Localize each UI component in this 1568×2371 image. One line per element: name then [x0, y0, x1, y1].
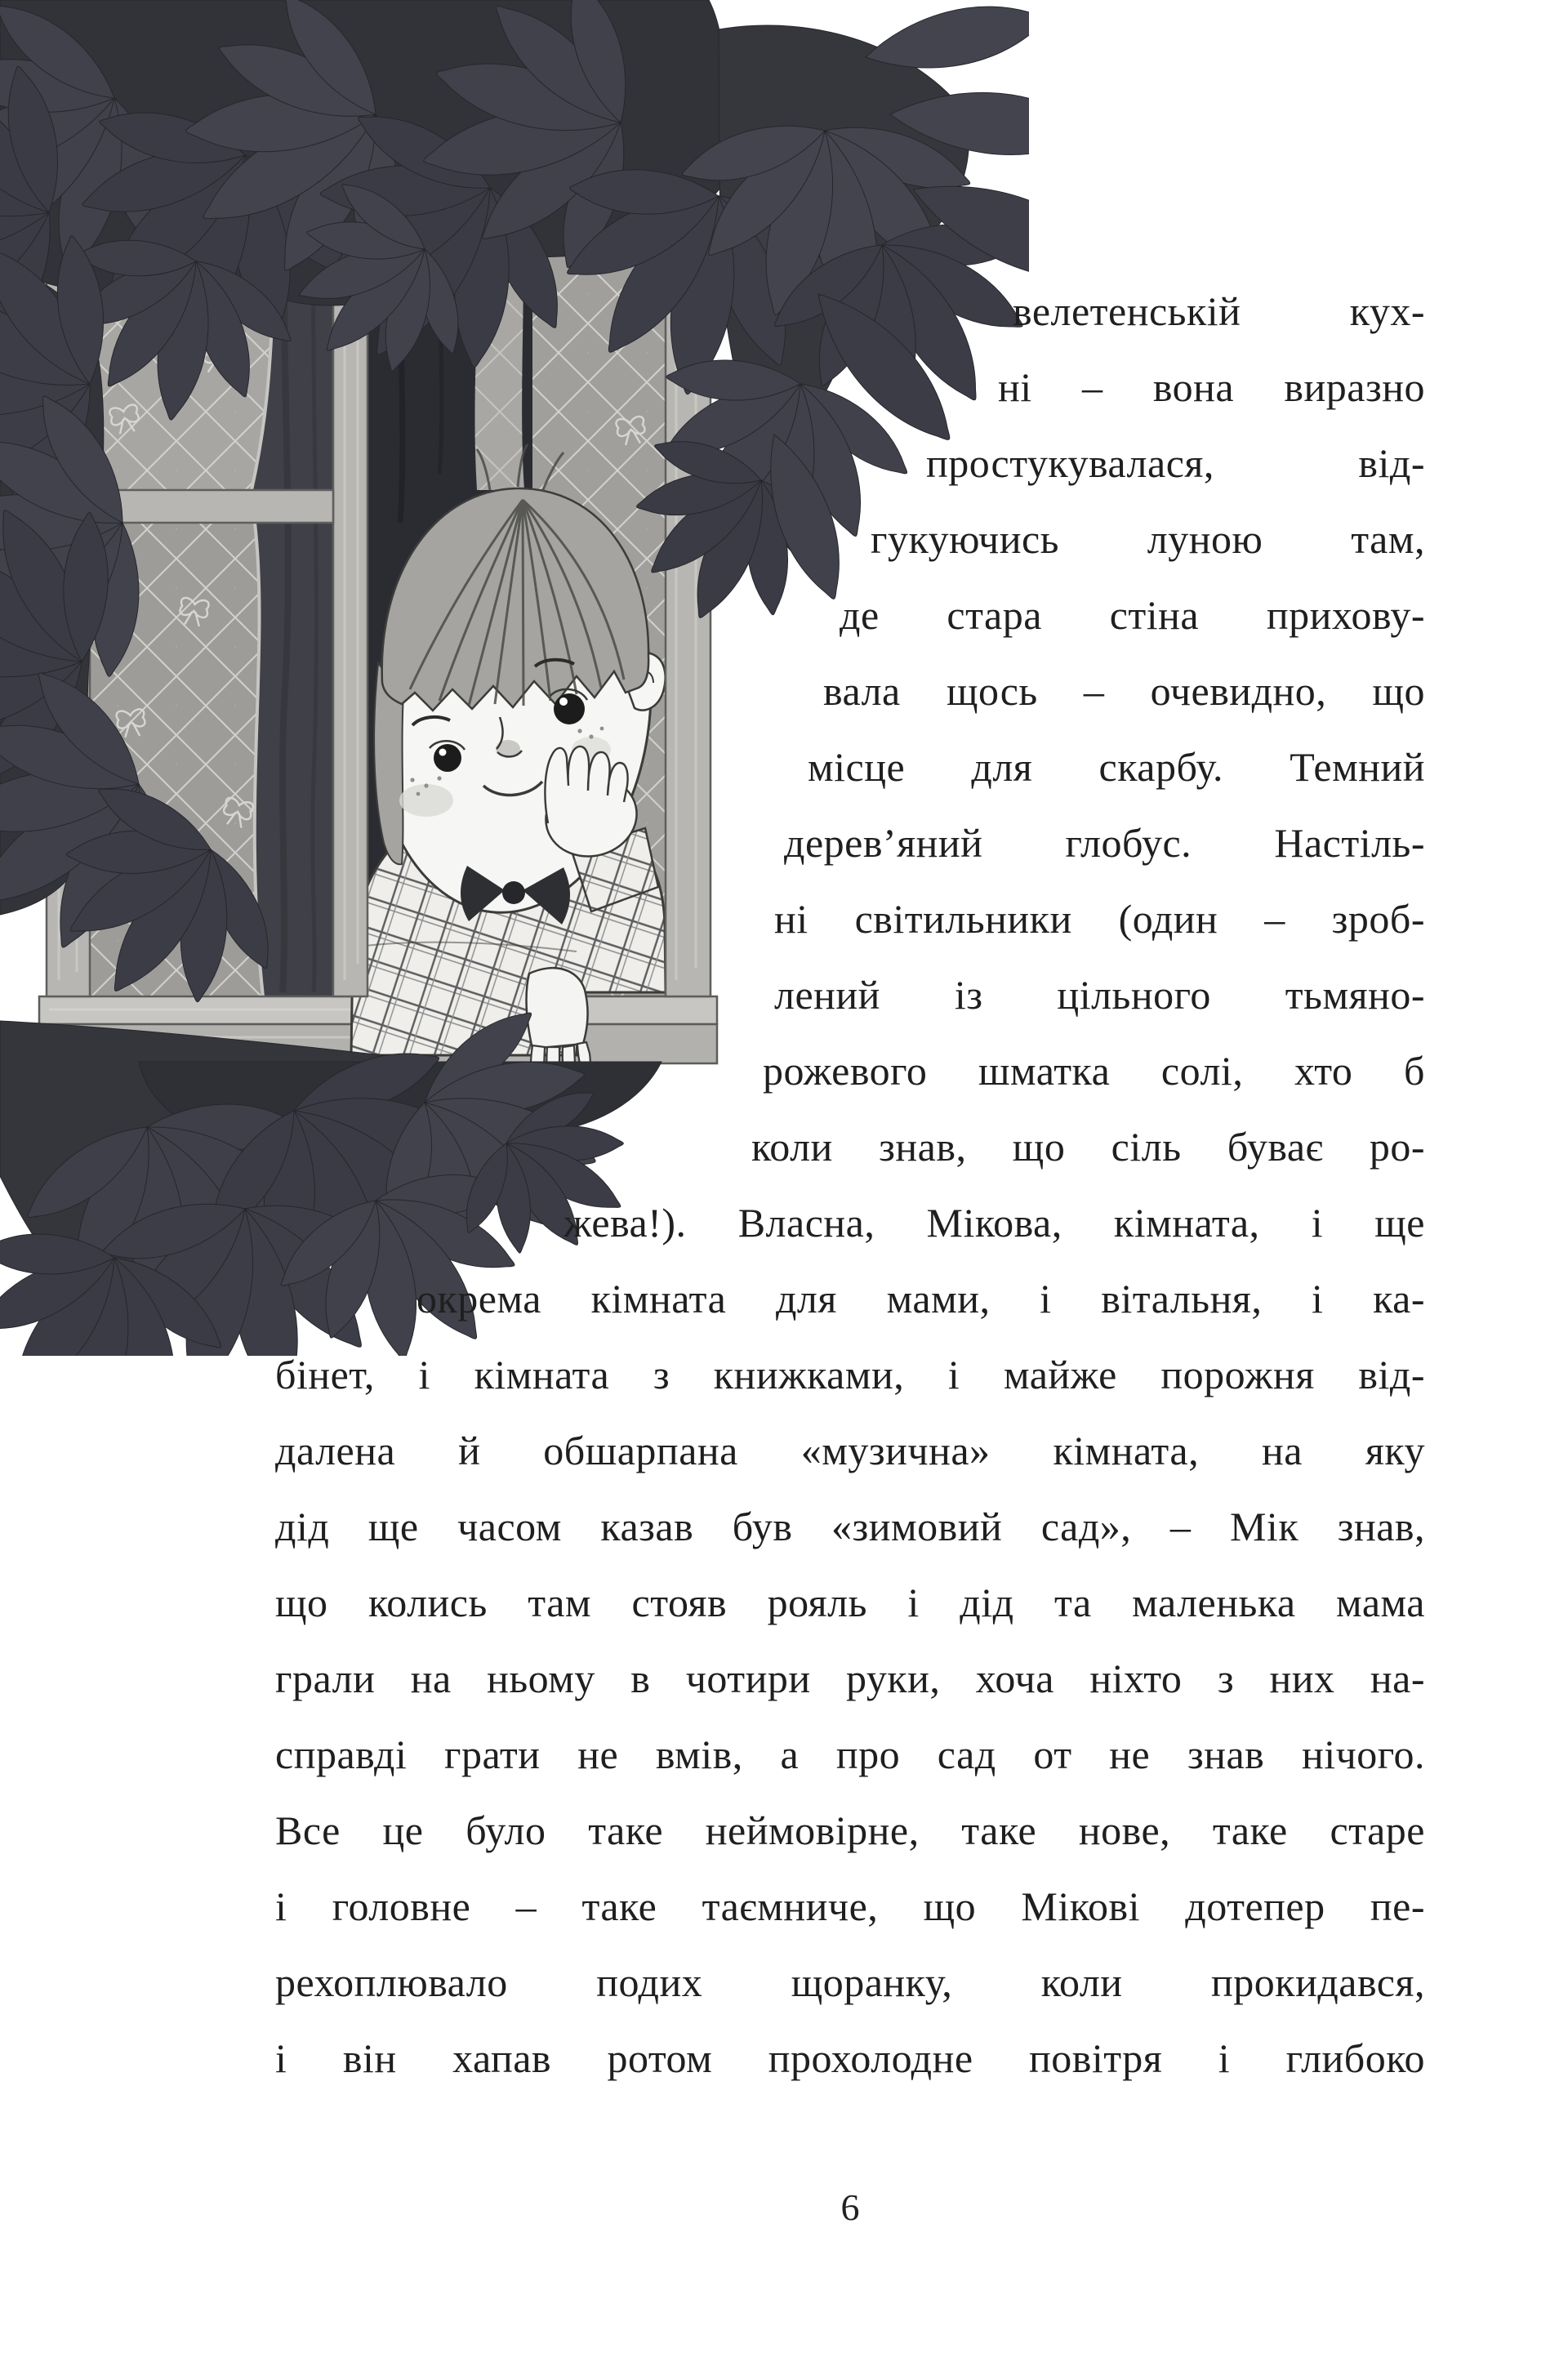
story-line: жева!). Власна, Мікова, кімната, і ще	[564, 1200, 1425, 1246]
story-line: окрема кімната для мами, і вітальня, і ка-	[416, 1276, 1425, 1321]
story-line: далена й обшарпана «музична» кімната, на яку	[275, 1428, 1425, 1473]
story-line: Все це було таке неймовірне, таке нове, таке старе	[275, 1807, 1425, 1853]
story-line: і він хапав ротом прохолодне повітря і глибоко	[275, 2035, 1425, 2081]
story-line: дід ще часом казав був «зимовий сад», – Мік знав,	[275, 1504, 1425, 1549]
story-text	[275, 274, 1425, 2097]
story-line: ні – вона виразно	[998, 364, 1425, 410]
story-line: велетенській кух-	[1013, 288, 1425, 334]
story-line: простукувалася, від-	[926, 440, 1425, 486]
story-line: вала щось – очевидно, що	[823, 668, 1425, 714]
story-line: ні світильники (один – зроб-	[774, 896, 1425, 942]
story-line: де стара стіна прихову-	[840, 592, 1425, 638]
story-line: гукуючись луною там,	[871, 516, 1425, 562]
story-line: справді грати не вмів, а про сад от не знав нічого.	[275, 1731, 1425, 1777]
story-line: рехоплювало подих щоранку, коли прокидався,	[275, 1959, 1425, 2005]
story-line: рожевого шматка солі, хто б	[763, 1048, 1425, 1094]
story-line: лений із цільного тьмяно-	[774, 972, 1425, 1018]
story-line: місце для скарбу. Темний	[808, 744, 1425, 790]
story-line: бінет, і кімната з книжками, і майже порожня від-	[275, 1352, 1425, 1397]
story-line: дерев’яний глобус. Настіль-	[784, 820, 1425, 866]
story-line: що колись там стояв рояль і дід та маленька мама	[275, 1580, 1425, 1625]
page-number: 6	[840, 2186, 860, 2228]
story-line: і головне – таке таємниче, що Мікові дотепер пе-	[275, 1883, 1425, 1929]
story-line: грали на ньому в чотири руки, хоча ніхто з них на-	[275, 1656, 1425, 1701]
story-line: коли знав, що сіль буває ро-	[751, 1124, 1425, 1170]
